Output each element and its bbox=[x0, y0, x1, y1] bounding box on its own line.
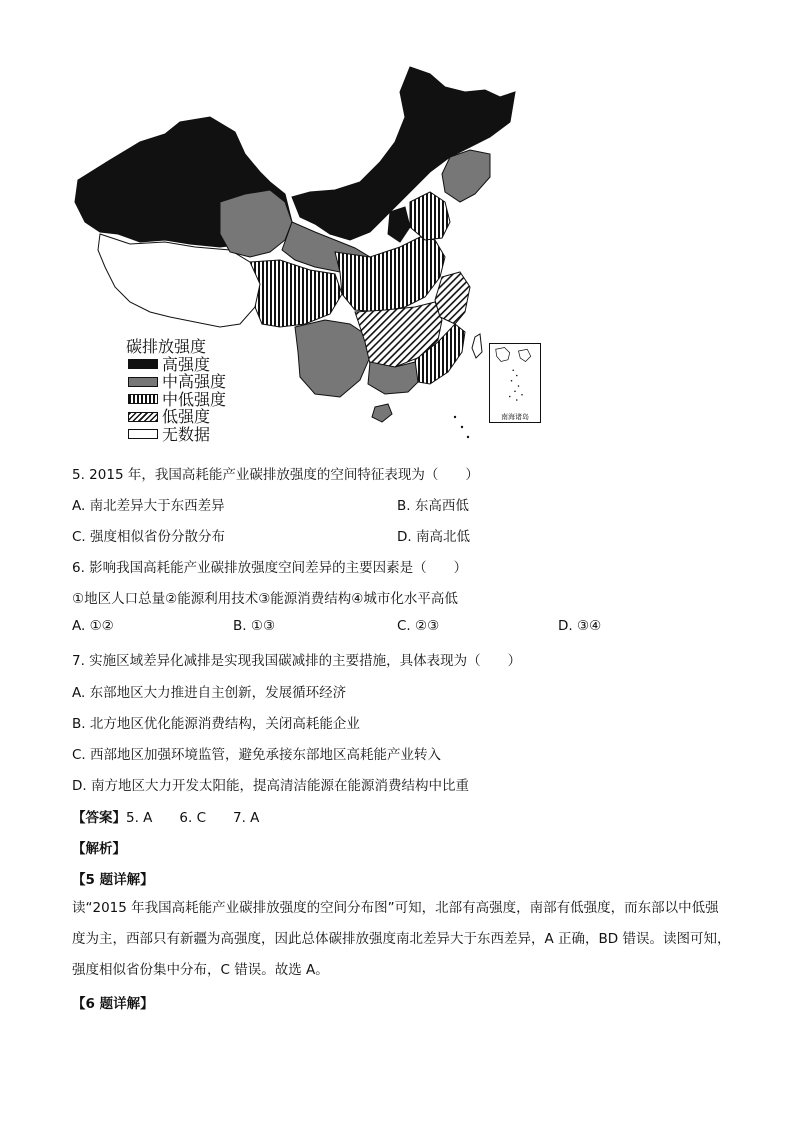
q6-option-d: D. ③④ bbox=[558, 618, 602, 634]
legend-item-midhigh bbox=[128, 373, 226, 391]
legend-label: 中低强度 bbox=[162, 389, 227, 409]
q6-option-c: C. ②③ bbox=[397, 618, 440, 634]
q7-stem: 7. 实施区域差异化减排是实现我国碳减排的主要措施，具体表现为（ ） bbox=[72, 653, 522, 669]
legend-label: 无数据 bbox=[162, 424, 211, 444]
legend-label: 低强度 bbox=[162, 407, 211, 426]
region-hebei-shandong bbox=[410, 192, 450, 240]
region-northeast-midhigh bbox=[442, 150, 490, 202]
legend-swatch-midhigh bbox=[128, 377, 158, 387]
legend-item-low bbox=[128, 408, 226, 426]
legend-swatch-high bbox=[128, 359, 158, 369]
legend-swatch-none bbox=[128, 429, 158, 439]
region-taiwan bbox=[472, 334, 482, 358]
q7-option-d: D. 南方地区大力开发太阳能，提高清洁能源在能源消费结构中比重 bbox=[72, 778, 469, 794]
q5-option-d: D. 南高北低 bbox=[397, 529, 470, 545]
legend-item-none bbox=[128, 426, 226, 444]
q7-option-b: B. 北方地区优化能源消费结构，关闭高耗能企业 bbox=[72, 716, 360, 732]
q6-factors: ①地区人口总量②能源利用技术③能源消费结构④城市化水平高低 bbox=[72, 591, 458, 607]
detail5-text: 读“2015 年我国高耗能产业碳排放强度的空间分布图”可知，北部有高强度，南部有低强度，而东部以中低强度为主，西部只有新疆为高强度，因此总体碳排放强度南北差异大于东西差异，A 正确，BD 错误。读图可知，强度相似省份集中分布，C 错误。故选 A。 bbox=[72, 900, 731, 978]
q5-stem: 5. 2015 年，我国高耗能产业碳排放强度的空间特征表现为（ ） bbox=[72, 467, 479, 483]
legend-item-midlow bbox=[128, 391, 226, 409]
legend-item-high bbox=[128, 356, 226, 374]
south-china-sea-inset bbox=[489, 343, 541, 423]
detail5-label: 【5 题详解】 bbox=[72, 872, 154, 888]
region-qinghai bbox=[220, 190, 292, 257]
inset-label: 南海诸岛 bbox=[501, 413, 529, 421]
answer-row bbox=[72, 806, 259, 826]
answer-label: 【答案】 bbox=[72, 810, 126, 826]
q5-option-c: C. 强度相似省份分散分布 bbox=[72, 529, 226, 545]
detail6-label: 【6 题详解】 bbox=[72, 996, 154, 1012]
legend-label: 高强度 bbox=[162, 354, 211, 374]
q6-stem: 6. 影响我国高耗能产业碳排放强度空间差异的主要因素是（ ） bbox=[72, 560, 468, 576]
region-shanxi bbox=[388, 207, 410, 242]
q5-option-b: B. 东高西低 bbox=[397, 498, 469, 514]
q5-option-a: A. 南北差异大于东西差异 bbox=[72, 498, 225, 514]
region-east-low bbox=[435, 272, 470, 324]
region-hainan bbox=[372, 404, 392, 422]
legend-title: 碳排放强度 bbox=[126, 337, 207, 356]
legend-label: 中高强度 bbox=[162, 372, 227, 391]
legend-swatch-midlow bbox=[128, 394, 158, 404]
q7-option-c: C. 西部地区加强环境监管，避免承接东部地区高耗能产业转入 bbox=[72, 747, 442, 763]
map-legend bbox=[128, 338, 226, 443]
answer-values: 5. A 6. C 7. A bbox=[126, 810, 260, 826]
q6-option-b: B. ①③ bbox=[233, 618, 276, 634]
q6-option-a: A. ①② bbox=[72, 618, 114, 634]
inset-map bbox=[490, 344, 540, 414]
analysis-label: 【解析】 bbox=[72, 841, 126, 857]
region-yunnan bbox=[295, 320, 370, 397]
q7-option-a: A. 东部地区大力推进自主创新，发展循环经济 bbox=[72, 685, 347, 701]
region-guangxi bbox=[368, 362, 420, 394]
legend-swatch-low bbox=[128, 412, 158, 422]
